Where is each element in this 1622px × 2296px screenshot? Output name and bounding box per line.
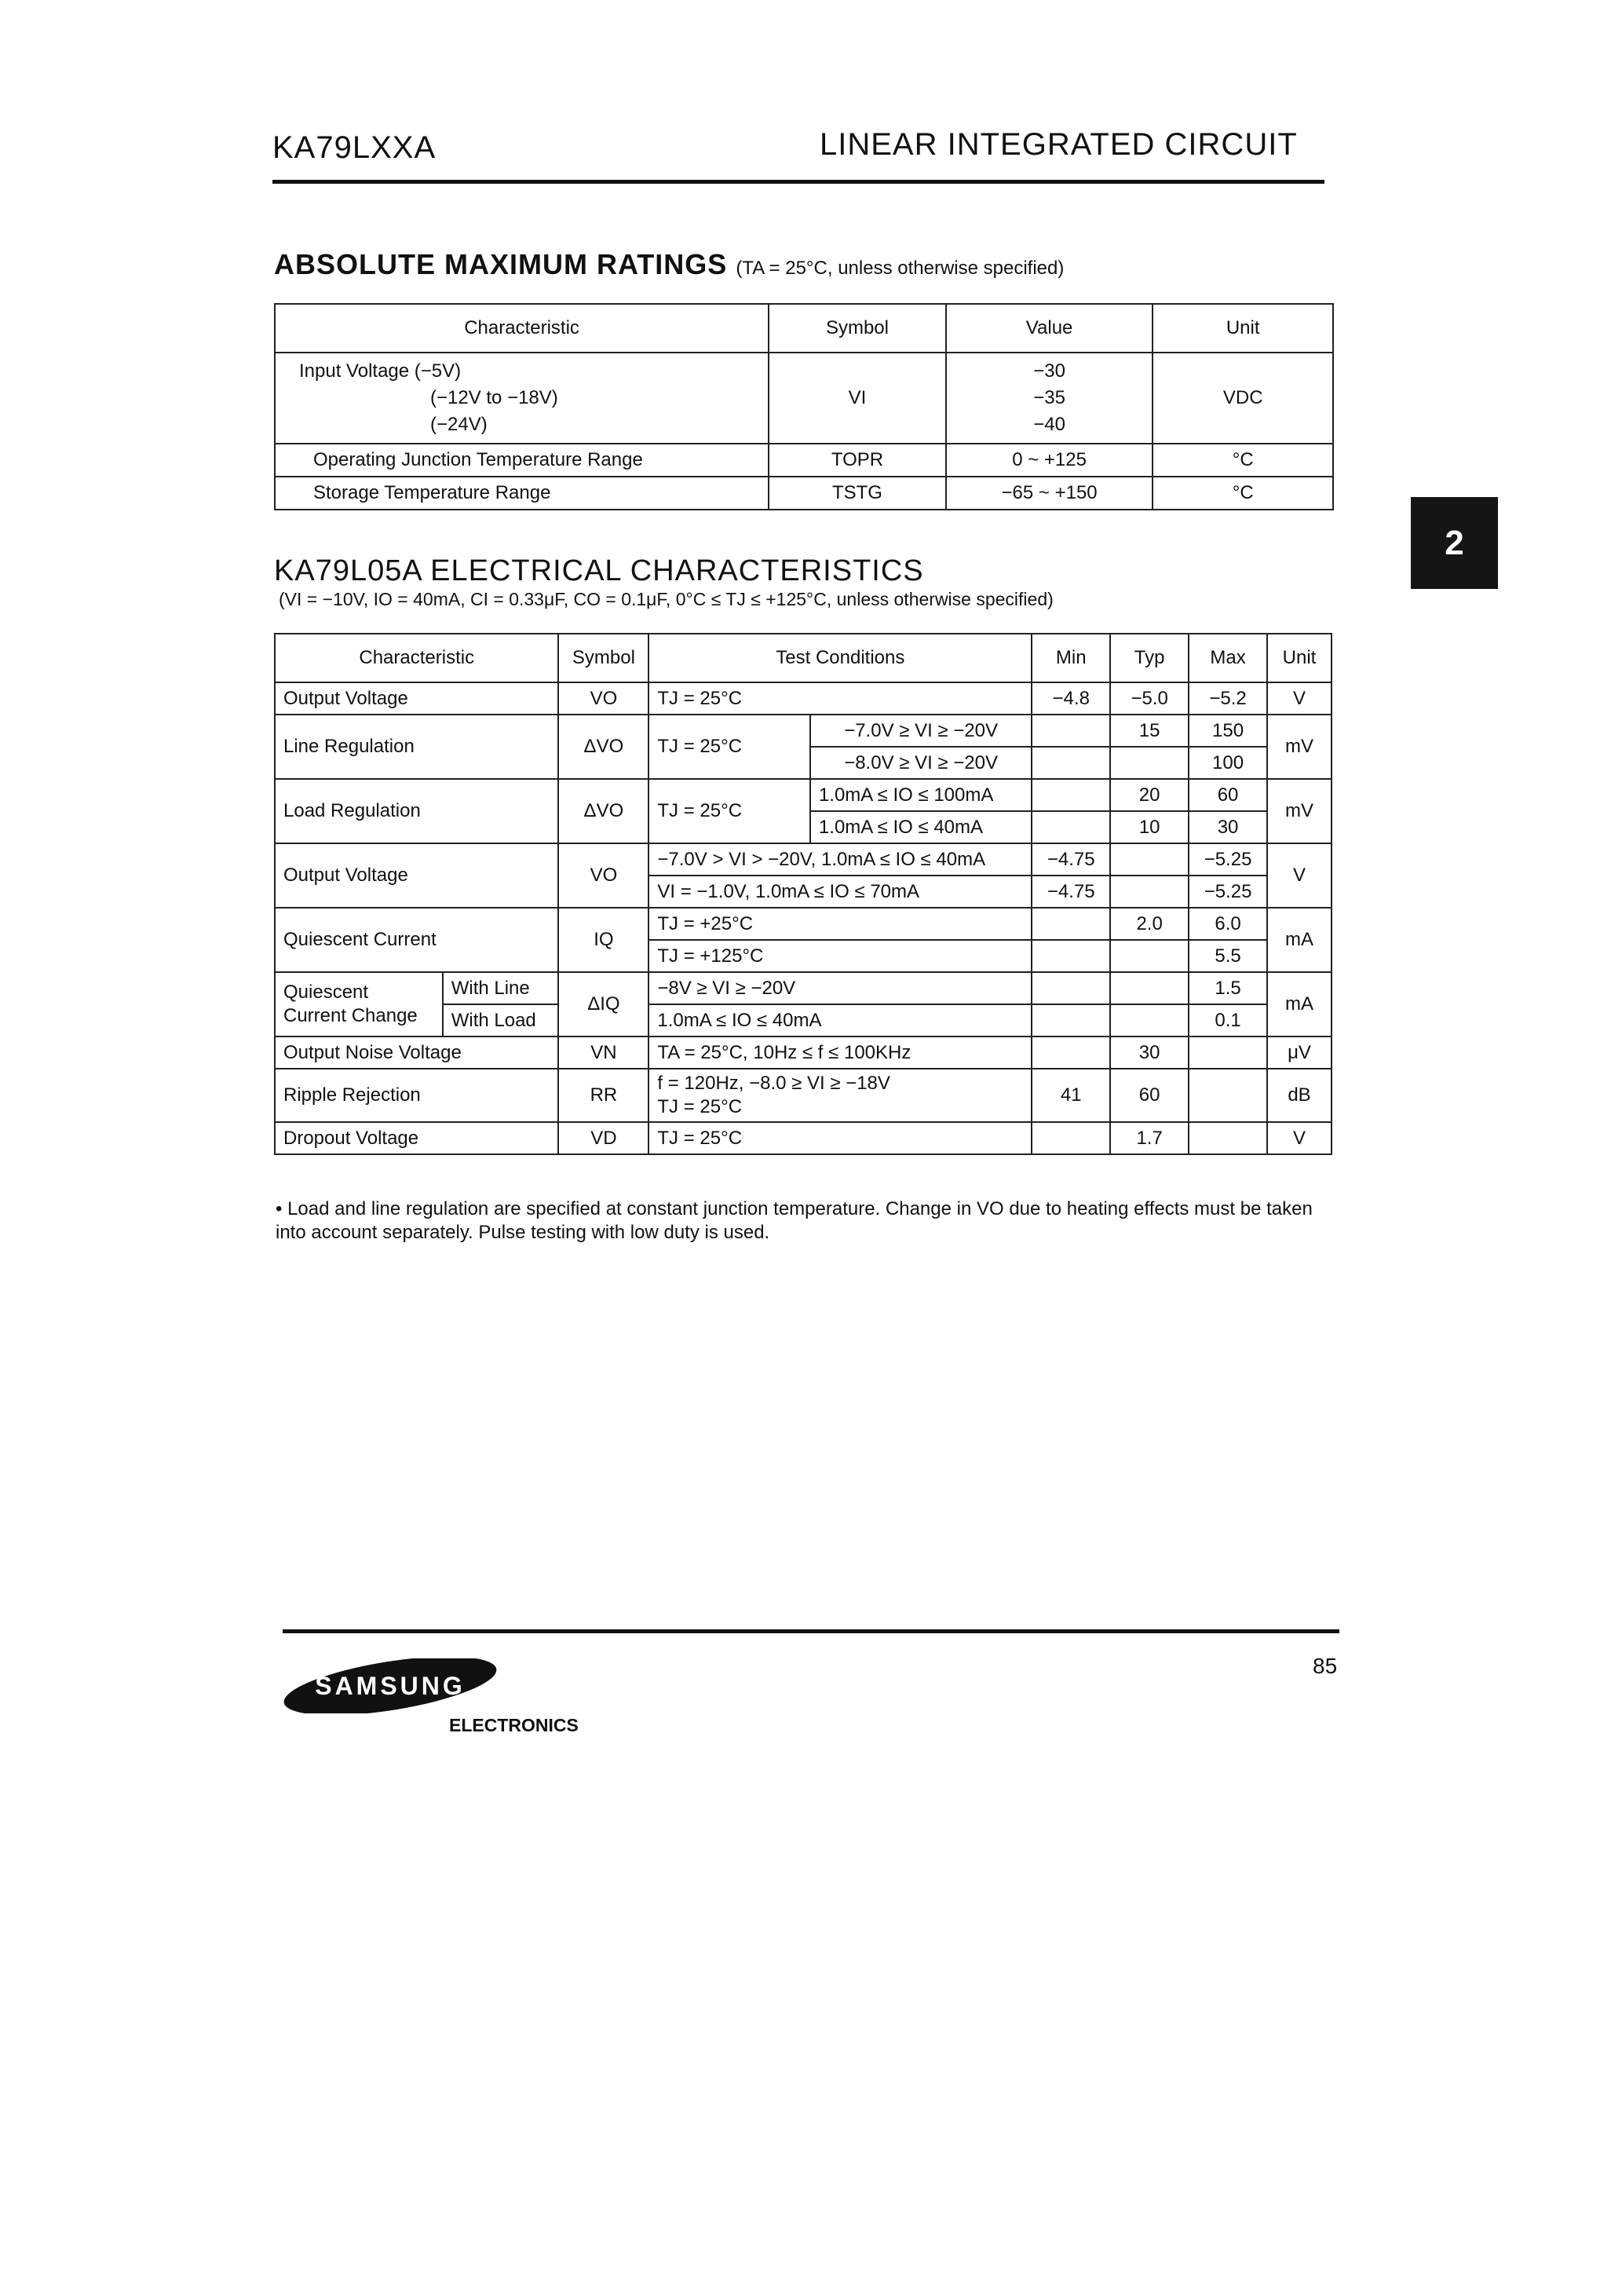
cell-max: 6.0 [1189, 908, 1267, 940]
cell-typ [1110, 972, 1189, 1004]
cell-subcondition: 1.0mA ≤ IO ≤ 100mA [810, 779, 1032, 811]
header-rule [272, 180, 1324, 184]
cell-min [1032, 747, 1110, 779]
cell-typ: 1.7 [1110, 1122, 1189, 1154]
input-voltage-unit: VDC [1153, 353, 1333, 444]
condition-line: TJ = 25°C [657, 1096, 743, 1117]
cell-condition: TJ = +125°C [648, 940, 1032, 972]
cell-max: 30 [1189, 811, 1267, 843]
cell-min [1032, 908, 1110, 940]
cell-typ: 2.0 [1110, 908, 1189, 940]
cell-subcondition: −8.0V ≥ VI ≥ −20V [810, 747, 1032, 779]
col-header: Symbol [558, 634, 648, 682]
cell-min [1032, 1036, 1110, 1069]
cell-symbol: ΔIQ [558, 972, 648, 1036]
cell-characteristic: Output Voltage [275, 682, 558, 715]
cell-condition: TJ = 25°C [648, 1122, 1032, 1154]
cell-typ: 15 [1110, 715, 1189, 747]
cell-symbol: TOPR [769, 444, 946, 477]
footer-rule [283, 1629, 1339, 1633]
cell-typ: 10 [1110, 811, 1189, 843]
table-row [275, 682, 1332, 715]
cell-typ [1110, 747, 1189, 779]
cell-min: −4.75 [1032, 876, 1110, 908]
col-header: Symbol [769, 304, 946, 353]
table-row [275, 353, 1333, 444]
cell-characteristic: Line Regulation [275, 715, 558, 779]
cell-min: −4.8 [1032, 682, 1110, 715]
input-voltage-line: Input Voltage (−5V) [299, 360, 462, 382]
cell-unit: V [1267, 1122, 1332, 1154]
char-line: Quiescent [283, 982, 369, 1003]
cell-unit: V [1267, 843, 1332, 908]
cell-sublabel: With Line [443, 972, 559, 1004]
cell-max: 60 [1189, 779, 1267, 811]
cell-unit: mA [1267, 972, 1332, 1036]
cell-unit: V [1267, 682, 1332, 715]
cell-characteristic: Load Regulation [275, 779, 558, 843]
abs-max-title [274, 248, 1064, 281]
cell-typ [1110, 940, 1189, 972]
table-row [275, 908, 1332, 940]
cell-subcondition: −7.0V ≥ VI ≥ −20V [810, 715, 1032, 747]
cell-max [1189, 1036, 1267, 1069]
cell-characteristic: Output Noise Voltage [275, 1036, 558, 1069]
logo-text: SAMSUNG [315, 1672, 466, 1700]
abs-max-condition: (TA = 25°C, unless otherwise specified) [736, 258, 1065, 279]
col-header: Max [1189, 634, 1267, 682]
cell-symbol: VO [558, 843, 648, 908]
cell-unit: °C [1153, 477, 1333, 510]
cell-condition: VI = −1.0V, 1.0mA ≤ IO ≤ 70mA [648, 876, 1032, 908]
cell-max: −5.25 [1189, 843, 1267, 876]
col-header: Characteristic [275, 634, 558, 682]
cell-min [1032, 972, 1110, 1004]
table-row [275, 1069, 1332, 1122]
footnote: • Load and line regulation are specified at constant junction temperature. Change in VO due to heating effects must be taken into account separately. Pulse testing with low duty is used. [276, 1198, 1313, 1243]
table-row [275, 843, 1332, 876]
cell-max [1189, 1122, 1267, 1154]
cell-typ [1110, 843, 1189, 876]
cell-condition: TJ = 25°C [648, 682, 1032, 715]
page-number: 85 [1313, 1654, 1338, 1678]
cell-typ [1110, 1004, 1189, 1036]
electrical-table [274, 633, 1332, 1155]
cell-min [1032, 1004, 1110, 1036]
cell-condition: TJ = 25°C [648, 715, 810, 779]
cell-value: 0 ~ +125 [946, 444, 1153, 477]
cell-characteristic: Ripple Rejection [275, 1069, 558, 1122]
input-voltage-line: (−24V) [430, 414, 488, 435]
electrical-conditions: (VI = −10V, IO = 40mA, CI = 0.33μF, CO = 0.1μF, 0°C ≤ TJ ≤ +125°C, unless otherwise specified) [279, 589, 1054, 609]
table-row [275, 444, 1333, 477]
cell-max: −5.2 [1189, 682, 1267, 715]
cell-max: 1.5 [1189, 972, 1267, 1004]
cell-max: 5.5 [1189, 940, 1267, 972]
cell-characteristic [275, 972, 443, 1036]
table-row [275, 1122, 1332, 1154]
cell-max: 150 [1189, 715, 1267, 747]
cell-symbol: ΔVO [558, 779, 648, 843]
cell-typ [1110, 876, 1189, 908]
cell-sublabel: With Load [443, 1004, 559, 1036]
char-line: Current Change [283, 1005, 418, 1026]
cell-min: 41 [1032, 1069, 1110, 1122]
col-header: Min [1032, 634, 1110, 682]
cell-subcondition: 1.0mA ≤ IO ≤ 40mA [810, 811, 1032, 843]
cell-typ: 20 [1110, 779, 1189, 811]
value: −40 [1033, 414, 1065, 435]
cell-unit: dB [1267, 1069, 1332, 1122]
cell-max [1189, 1069, 1267, 1122]
col-header: Characteristic [275, 304, 769, 353]
table-header-row [275, 304, 1333, 353]
cell-unit: mV [1267, 715, 1332, 779]
cell-characteristic: Operating Junction Temperature Range [275, 444, 769, 477]
cell-min [1032, 715, 1110, 747]
cell-symbol: VN [558, 1036, 648, 1069]
cell-min [1032, 779, 1110, 811]
table-row [275, 779, 1332, 811]
cell-condition: TA = 25°C, 10Hz ≤ f ≤ 100KHz [648, 1036, 1032, 1069]
cell-characteristic: Output Voltage [275, 843, 558, 908]
table-row [275, 1036, 1332, 1069]
cell-condition: TJ = +25°C [648, 908, 1032, 940]
cell-symbol: IQ [558, 908, 648, 972]
cell-typ: 30 [1110, 1036, 1189, 1069]
cell-symbol: TSTG [769, 477, 946, 510]
samsung-logo [280, 1658, 500, 1713]
cell-condition [648, 1069, 1032, 1122]
table-header-row [275, 634, 1332, 682]
cell-condition: TJ = 25°C [648, 779, 810, 843]
value: −30 [1033, 360, 1065, 382]
cell-symbol: VD [558, 1122, 648, 1154]
col-header: Unit [1267, 634, 1332, 682]
cell-min: −4.75 [1032, 843, 1110, 876]
electrical-title: KA79L05A ELECTRICAL CHARACTERISTICS [274, 554, 924, 587]
value: −35 [1033, 387, 1065, 408]
cell-max: 100 [1189, 747, 1267, 779]
cell-condition: 1.0mA ≤ IO ≤ 40mA [648, 1004, 1032, 1036]
input-voltage-char [275, 353, 769, 444]
cell-min [1032, 1122, 1110, 1154]
col-header: Value [946, 304, 1153, 353]
cell-characteristic: Quiescent Current [275, 908, 558, 972]
cell-value: −65 ~ +150 [946, 477, 1153, 510]
cell-symbol: RR [558, 1069, 648, 1122]
cell-min [1032, 940, 1110, 972]
input-voltage-values [946, 353, 1153, 444]
part-number: KA79LXXA [272, 130, 437, 165]
cell-min [1032, 811, 1110, 843]
cell-max: 0.1 [1189, 1004, 1267, 1036]
cell-unit: mV [1267, 779, 1332, 843]
cell-unit: μV [1267, 1036, 1332, 1069]
cell-symbol: VO [558, 682, 648, 715]
col-header: Unit [1153, 304, 1333, 353]
cell-unit: °C [1153, 444, 1333, 477]
abs-max-table [274, 303, 1334, 510]
col-header: Typ [1110, 634, 1189, 682]
cell-condition: −7.0V > VI > −20V, 1.0mA ≤ IO ≤ 40mA [648, 843, 1032, 876]
col-header: Test Conditions [648, 634, 1032, 682]
category-title: LINEAR INTEGRATED CIRCUIT [820, 127, 1298, 162]
cell-unit: mA [1267, 908, 1332, 972]
cell-typ: 60 [1110, 1069, 1189, 1122]
cell-max: −5.25 [1189, 876, 1267, 908]
table-row [275, 477, 1333, 510]
logo-subtitle: ELECTRONICS [449, 1715, 579, 1735]
table-row [275, 715, 1332, 747]
input-voltage-symbol: VI [769, 353, 946, 444]
table-row [275, 972, 1332, 1004]
abs-max-heading: ABSOLUTE MAXIMUM RATINGS [274, 248, 728, 280]
input-voltage-line: (−12V to −18V) [430, 387, 558, 408]
cell-characteristic: Dropout Voltage [275, 1122, 558, 1154]
cell-typ: −5.0 [1110, 682, 1189, 715]
condition-line: f = 120Hz, −8.0 ≥ VI ≥ −18V [657, 1073, 890, 1094]
cell-symbol: ΔVO [558, 715, 648, 779]
section-tab: 2 [1411, 497, 1498, 589]
cell-characteristic: Storage Temperature Range [275, 477, 769, 510]
cell-condition: −8V ≥ VI ≥ −20V [648, 972, 1032, 1004]
